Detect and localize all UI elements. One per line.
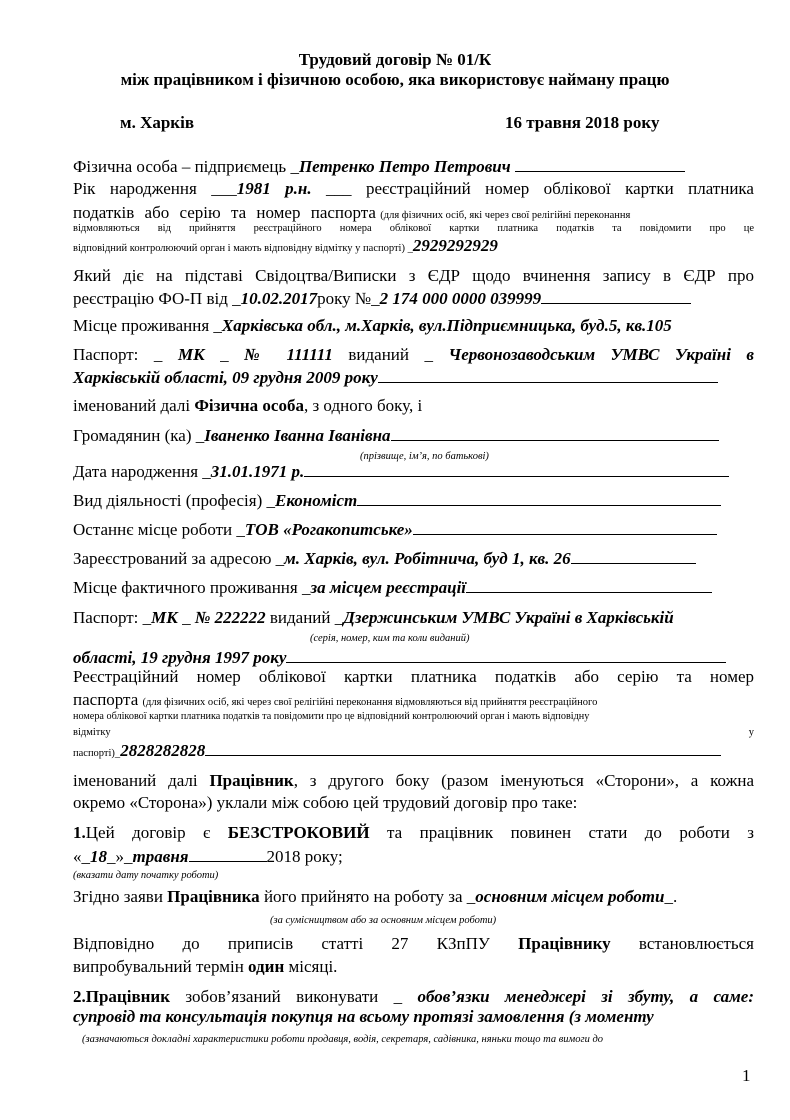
passport-note: (серія, номер, ким та коли виданий) — [310, 633, 470, 644]
trial-period-label: випробувальний термін — [73, 957, 249, 976]
employee-last-work-line — [73, 519, 754, 540]
employee-dob-line — [73, 461, 754, 482]
named-party: Фізична особа — [194, 396, 304, 415]
job-label: Вид діяльності (професія) _ — [73, 491, 275, 510]
tax-note-4: паспорті)_ — [73, 748, 121, 759]
tax-note-3b: у — [748, 727, 754, 738]
tax-note-3 — [73, 726, 754, 739]
tax-note-3a: відмітку — [73, 727, 111, 738]
employee-passport-2 — [73, 647, 754, 668]
clause-1-number: 1. — [73, 823, 86, 842]
clause-2-note: (зазначаються докладні характеристики роботи продавця, водія, секретаря, садівника, няньки тощо та вимоги до — [82, 1034, 604, 1045]
clause-2-duties: обов’язки менеджері зі збуту, а саме: — [417, 987, 754, 1006]
passport-series: МК — [151, 608, 178, 627]
passport-series: МК — [177, 345, 205, 364]
named-text: іменований далі — [73, 396, 195, 415]
address-label: Зареєстрований за адресою _ — [73, 549, 285, 568]
passport-issued-2: області, 19 грудня 1997 року — [73, 648, 287, 667]
blank-line — [541, 288, 691, 304]
employee-name-line — [73, 425, 754, 446]
passport-issued-2: Харківській області, 09 грудня 2009 року — [73, 368, 378, 387]
start-mid: _»_ — [107, 847, 133, 866]
tax-note-3: відповідний контролюючий орган і мають відповідну відмітку у паспорті) _ — [73, 243, 413, 254]
blank-line — [205, 740, 721, 756]
employee-dob: 31.01.1971 р. — [210, 462, 305, 481]
tax-label: паспорта — [73, 690, 139, 709]
start-day: 18 — [90, 847, 107, 866]
employee-tax-id: 2828282828 — [120, 741, 206, 760]
blank-line — [189, 846, 267, 862]
accept-place: основним місцем роботи — [475, 887, 665, 906]
named-party: Працівник — [209, 771, 294, 790]
actual-label: Місце фактичного проживання _ — [73, 578, 311, 597]
tax-note-1: (для фізичних осіб, які через свої релігійні переконання відмовляються від прийняття реєстраційного — [142, 697, 598, 708]
tax-note-2: номера облікової картки платника податків та повідомити про це відповідний контролюючий орган і мають відповідну — [73, 711, 590, 722]
birth-label: Рік народження ___ — [73, 179, 237, 198]
trial-tail: встановлюється — [638, 934, 755, 953]
tax-label: податків або серію та номер паспорта — [73, 203, 376, 222]
blank-line — [413, 519, 717, 535]
employee-last-work: ТОВ «Рогакопитське» — [244, 520, 413, 539]
employee-named-2: окремо «Сторона») уклали між собою цей трудовий договір про таке: — [73, 793, 578, 812]
clause-2-number: 2. — [73, 987, 86, 1006]
employee-job-line — [73, 490, 754, 511]
clause-2-text: зобов’язаний виконувати _ — [170, 987, 403, 1006]
accept-end: _. — [664, 887, 678, 906]
dob-label: Дата народження _ — [73, 462, 211, 481]
employer-tax-id-line — [73, 236, 754, 256]
clause-1-text: Цей договір є — [85, 823, 228, 842]
document-subtitle: між працівником і фізичною особою, яка використовує найману працю — [120, 70, 670, 89]
basis-date: 10.02.2017 — [240, 289, 318, 308]
employee-address: м. Харків, вул. Робітнича, буд 1, кв. 26 — [284, 549, 571, 568]
clause-2-party: Працівник — [85, 987, 171, 1006]
basis-label: реєстрацію ФО-П від _ — [73, 289, 241, 308]
blank-line — [466, 577, 712, 593]
blank-line — [357, 490, 721, 506]
trial-unit: місяці. — [284, 957, 338, 976]
passport-number: № 111111 — [244, 345, 333, 364]
basis-number: 2 174 000 0000 039999 — [379, 289, 542, 308]
employee-tax-2 — [73, 690, 754, 710]
employee-actual-line — [73, 577, 754, 598]
basis-year: року №_ — [317, 289, 380, 308]
clause-1-line-2 — [73, 846, 754, 867]
passport-issued-1: Червонозаводським УМВС Україні в — [448, 345, 755, 364]
issued-label: виданий _ — [348, 345, 434, 364]
employee-passport-1: Паспорт: _МК _ № 222222 виданий _Дзержинським УМВС Україні в Харківській — [73, 608, 674, 627]
employer-tax-line — [73, 203, 754, 223]
employee-actual: за місцем реєстрації — [310, 578, 467, 597]
named-tail: , з другого боку (разом іменуються «Сторони», а кожна — [293, 771, 754, 790]
start-date-note: (вказати дату початку роботи) — [73, 870, 219, 881]
last-work-label: Останнє місце роботи _ — [73, 520, 245, 539]
trial-line-1 — [73, 934, 754, 954]
accept-text: Згідно заяви — [73, 887, 168, 906]
passport-label: Паспорт: _ — [73, 608, 152, 627]
trial-party: Працівнику — [518, 934, 611, 953]
clause-1-term: БЕЗСТРОКОВИЙ — [227, 823, 370, 842]
trial-period: один — [248, 957, 285, 976]
employer-name: Петренко Петро Петрович — [298, 157, 511, 176]
clause-1-line-1 — [73, 823, 754, 843]
employer-passport-1: Паспорт: _ МК _ № 111111 виданий _ Червонозаводським УМВС Україні в — [73, 345, 755, 364]
document-title: Трудовий договір № 01/К — [298, 50, 492, 69]
employee-tax-id-line — [73, 740, 754, 761]
citizen-label: Громадянин (ка) _ — [73, 426, 205, 445]
employer-basis-1: Який діє на підставі Свідоцтва/Виписки з ЄДР щодо вчинення запису в ЄДР про — [73, 266, 754, 285]
employer-label: Фізична особа – підприємець _ — [73, 157, 299, 176]
employee-address-line — [73, 548, 754, 569]
accept-note: (за сумісництвом або за основним місцем роботи) — [270, 915, 497, 926]
employer-tax-id: 2929292929 — [412, 236, 498, 255]
accept-mid: його прийнято на роботу за _ — [259, 887, 476, 906]
clause-2-line-2: супровід та консультація покупця на всьому протязі замовлення (з моменту — [73, 1007, 654, 1026]
blank-line — [286, 647, 726, 663]
employer-basis-2 — [73, 288, 754, 309]
passport-label: Паспорт: _ — [73, 345, 163, 364]
name-note: (прізвище, ім’я, по батькові) — [360, 451, 489, 462]
employer-line — [73, 156, 754, 177]
employee-job: Економіст — [274, 491, 358, 510]
tax-note-1: (для фізичних осіб, які через свої релігійні переконання — [380, 210, 631, 221]
birth-after: ___ реєстраційний номер облікової картки платника — [326, 179, 754, 198]
employer-birth-year: 1981 р.н. — [236, 179, 312, 198]
accept-line — [73, 887, 754, 907]
employee-name: Іваненко Іванна Іванівна — [204, 426, 391, 445]
blank-line — [571, 548, 696, 564]
named-tail: , з одного боку, і — [303, 396, 423, 415]
employer-named — [73, 396, 754, 416]
blank-line — [515, 156, 685, 172]
employee-named-1 — [73, 771, 754, 791]
accept-party: Працівника — [167, 887, 260, 906]
blank-line — [378, 367, 718, 383]
blank-line — [304, 461, 729, 477]
blank-line — [391, 425, 719, 441]
passport-issued-1: Дзержинським УМВС Україні в Харківській — [343, 608, 674, 627]
employer-residence — [73, 316, 754, 336]
page-number: 1 — [742, 1066, 751, 1085]
residence-label: Місце проживання _ — [73, 316, 222, 335]
tax-note-2: відмовляються від прийняття реєстраційного номера облікової картки платника податків та повідомити про це — [73, 223, 754, 234]
trial-text: Відповідно до приписів статті 27 КЗпПУ — [73, 934, 519, 953]
clause-1-tail: та працівник повинен стати до роботи з — [387, 823, 754, 842]
passport-number: № 222222 — [194, 608, 266, 627]
employer-passport-2 — [73, 367, 754, 388]
residence-value: Харківська обл., м.Харків, вул.Підприємницька, буд.5, кв.105 — [221, 316, 672, 335]
employer-birth-line — [73, 179, 754, 199]
named-text: іменований далі — [73, 771, 210, 790]
start-open: «_ — [73, 847, 90, 866]
issued-label: виданий _ — [269, 608, 344, 627]
city: м. Харків — [120, 113, 195, 132]
employee-tax-1: Реєстраційний номер облікової картки платника податків або серію та номер — [73, 667, 754, 686]
clause-2-line-1 — [73, 987, 754, 1007]
trial-line-2 — [73, 957, 754, 977]
start-month: травня — [132, 847, 189, 866]
contract-date: 16 травня 2018 року — [505, 113, 660, 132]
start-year: 2018 року; — [266, 847, 343, 866]
